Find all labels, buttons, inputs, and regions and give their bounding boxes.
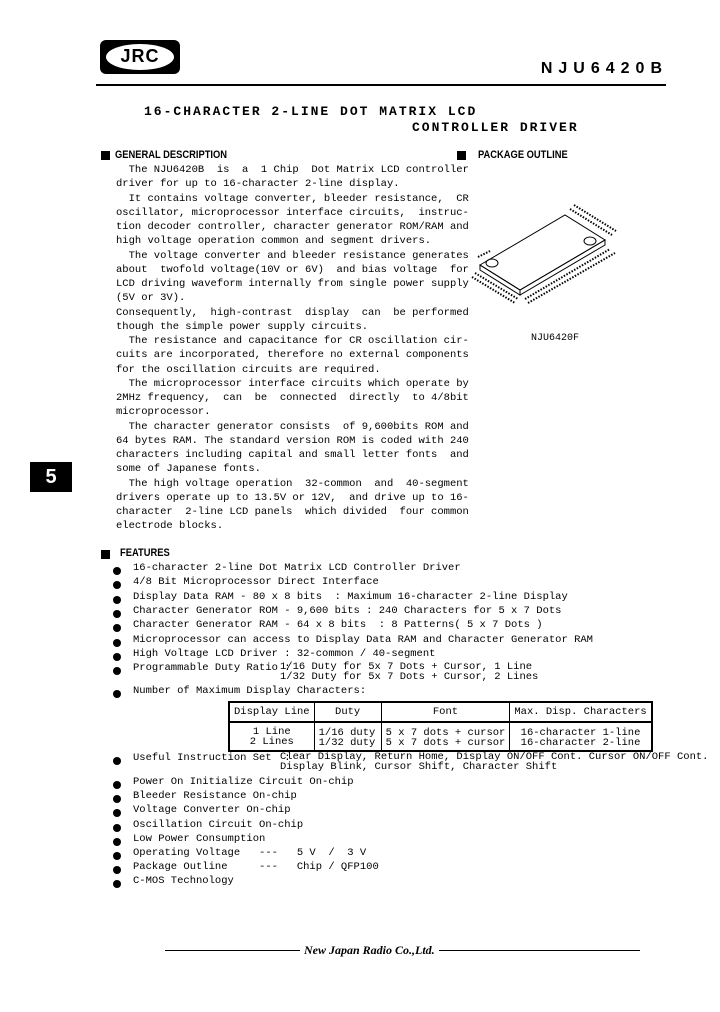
description-line: It contains voltage converter, bleeder resistance, CR	[116, 192, 469, 205]
instruction-set-label: Useful Instruction Set :	[133, 752, 297, 764]
max-chars-label: Number of Maximum Display Characters:	[133, 685, 367, 697]
feature-item: Character Generator ROM - 9,600 bits : 240 Characters for 5 x 7 Dots	[133, 604, 562, 617]
bullet-icon	[113, 838, 121, 846]
part-number: NJU6420B	[540, 60, 668, 77]
description-line: The character generator consists of 9,600bits ROM and	[116, 420, 469, 433]
feature-item: 4/8 Bit Microprocessor Direct Interface	[133, 576, 379, 589]
feature-item: Microprocessor can access to Display Data RAM and Character Generator RAM	[133, 633, 593, 646]
table-cell: 1 Line 2 Lines	[229, 722, 314, 751]
description-line: 2MHz frequency, can be connected directly to 4/8bit	[116, 392, 469, 404]
section-marker-icon	[101, 151, 110, 160]
instruction-set-line1: Clear Display, Return Home, Display ON/OFF Cont. Cursor ON/OFF Cont.	[280, 751, 709, 763]
feature-item: Low Power Consumption	[133, 832, 266, 845]
page-title-line2: CONTROLLER DRIVER	[412, 120, 579, 135]
bullet-icon	[113, 667, 121, 675]
description-line: microprocessor.	[116, 406, 211, 419]
chapter-tab: 5	[30, 462, 72, 492]
bullet-icon	[113, 852, 121, 860]
table-header: Display Line	[229, 702, 314, 722]
duty-ratio-line2: 1/32 Duty for 5x 7 Dots + Cursor, 2 Lines	[280, 671, 539, 683]
description-line: electrode blocks.	[116, 520, 224, 533]
description-line: characters including capital and small letter fonts and	[116, 449, 469, 461]
description-line: driver for up to 16-character 2-line display.	[116, 178, 400, 191]
description-line: for the oscillation circuits are required.	[116, 363, 381, 376]
jrc-logo	[100, 40, 180, 74]
bullet-icon	[113, 880, 121, 888]
description-line: though the simple power supply circuits.	[116, 320, 369, 333]
table-header: Duty	[314, 702, 381, 722]
package-caption: NJU6420F	[531, 333, 580, 344]
feature-item: Package Outline --- Chip / QFP100	[133, 861, 379, 874]
header-rule	[96, 84, 666, 86]
table-cell: 5 x 7 dots + cursor 5 x 7 dots + cursor	[381, 722, 510, 751]
description-line: The NJU6420B is a 1 Chip Dot Matrix LCD controller	[116, 164, 469, 176]
description-line: some of Japanese fonts.	[116, 463, 261, 476]
table-header: Font	[381, 702, 510, 722]
feature-item: Oscillation Circuit On-chip	[133, 818, 304, 831]
bullet-icon	[113, 824, 121, 832]
description-line: high voltage operation common and segment drivers.	[116, 235, 432, 248]
description-line: The resistance and capacitance for CR oscillation cir-	[116, 335, 469, 347]
feature-item: High Voltage LCD Driver : 32-common / 40-segment	[133, 647, 436, 660]
description-line: character 2-line LCD panels which divided four common	[116, 506, 469, 518]
bullet-icon	[113, 581, 121, 589]
features-heading: FEATURES	[120, 547, 170, 559]
qfp-package-illustration	[470, 195, 620, 305]
instruction-set-line2: Display Blink, Cursor Shift, Character Shift	[280, 761, 558, 773]
feature-item: Character Generator RAM - 64 x 8 bits : 8 Patterns( 5 x 7 Dots )	[133, 619, 543, 632]
description-line: about twofold voltage(10V or 6V) and bias voltage for	[116, 263, 469, 276]
description-line: drivers operate up to 13.5V or 12V, and drive up to 16-	[116, 491, 469, 504]
logo-text: JRC	[120, 46, 160, 66]
table-cell: 16-character 1-line 16-character 2-line	[510, 722, 652, 751]
bullet-icon	[113, 624, 121, 632]
description-line: 64 bytes RAM. The standard version ROM is coded with 240	[116, 434, 469, 447]
description-line: LCD driving waveform internally from single power supply	[116, 278, 469, 290]
feature-item: Power On Initialize Circuit On-chip	[133, 776, 354, 788]
description-line: The microprocessor interface circuits which operate by	[116, 377, 469, 390]
feature-item: Bleeder Resistance On-chip	[133, 790, 297, 803]
bullet-icon	[113, 795, 121, 803]
section-marker-icon	[457, 151, 466, 160]
bullet-icon	[113, 639, 121, 647]
package-outline-heading: PACKAGE OUTLINE	[478, 149, 568, 161]
bullet-icon	[113, 567, 121, 575]
description-line: The voltage converter and bleeder resistance generates	[116, 249, 469, 262]
bullet-icon	[113, 757, 121, 765]
max-display-characters-table	[228, 701, 653, 752]
feature-item: Display Data RAM - 80 x 8 bits : Maximum 16-character 2-line Display	[133, 590, 568, 603]
duty-ratio-line1: 1/16 Duty for 5x 7 Dots + Cursor, 1 Line	[280, 661, 533, 673]
bullet-icon	[113, 596, 121, 604]
bullet-icon	[113, 781, 121, 789]
duty-ratio-label: Programmable Duty Ratio :	[133, 662, 297, 674]
description-line: tion decoder controller, character generator ROM/RAM and	[116, 221, 469, 233]
table-header: Max. Disp. Characters	[510, 702, 652, 722]
feature-item: C-MOS Technology	[133, 875, 234, 888]
bullet-icon	[113, 653, 121, 661]
bullet-icon	[113, 610, 121, 618]
description-line: The high voltage operation 32-common and 40-segment	[116, 477, 469, 490]
table-cell: 1/16 duty 1/32 duty	[314, 722, 381, 751]
description-line: (5V or 3V).	[116, 292, 186, 305]
bullet-icon	[113, 809, 121, 817]
feature-item: Voltage Converter On-chip	[133, 804, 291, 817]
general-description-heading: GENERAL DESCRIPTION	[115, 149, 228, 161]
description-line: oscillator, microprocessor interface circuits, instruc-	[116, 206, 469, 219]
feature-item: 16-character 2-line Dot Matrix LCD Controller Driver	[133, 562, 461, 574]
section-marker-icon	[101, 550, 110, 559]
description-line: Consequently, high-contrast display can be performed	[116, 306, 469, 319]
page-title-line1: 16-CHARACTER 2-LINE DOT MATRIX LCD	[144, 104, 478, 119]
footer-company: New Japan Radio Co.,Ltd.	[300, 943, 439, 958]
description-line: cuits are incorporated, therefore no external components	[116, 349, 469, 362]
table-row	[229, 722, 652, 751]
bullet-icon	[113, 866, 121, 874]
table-header-row	[229, 702, 652, 722]
bullet-icon	[113, 690, 121, 698]
feature-item: Operating Voltage --- 5 V / 3 V	[133, 847, 367, 859]
